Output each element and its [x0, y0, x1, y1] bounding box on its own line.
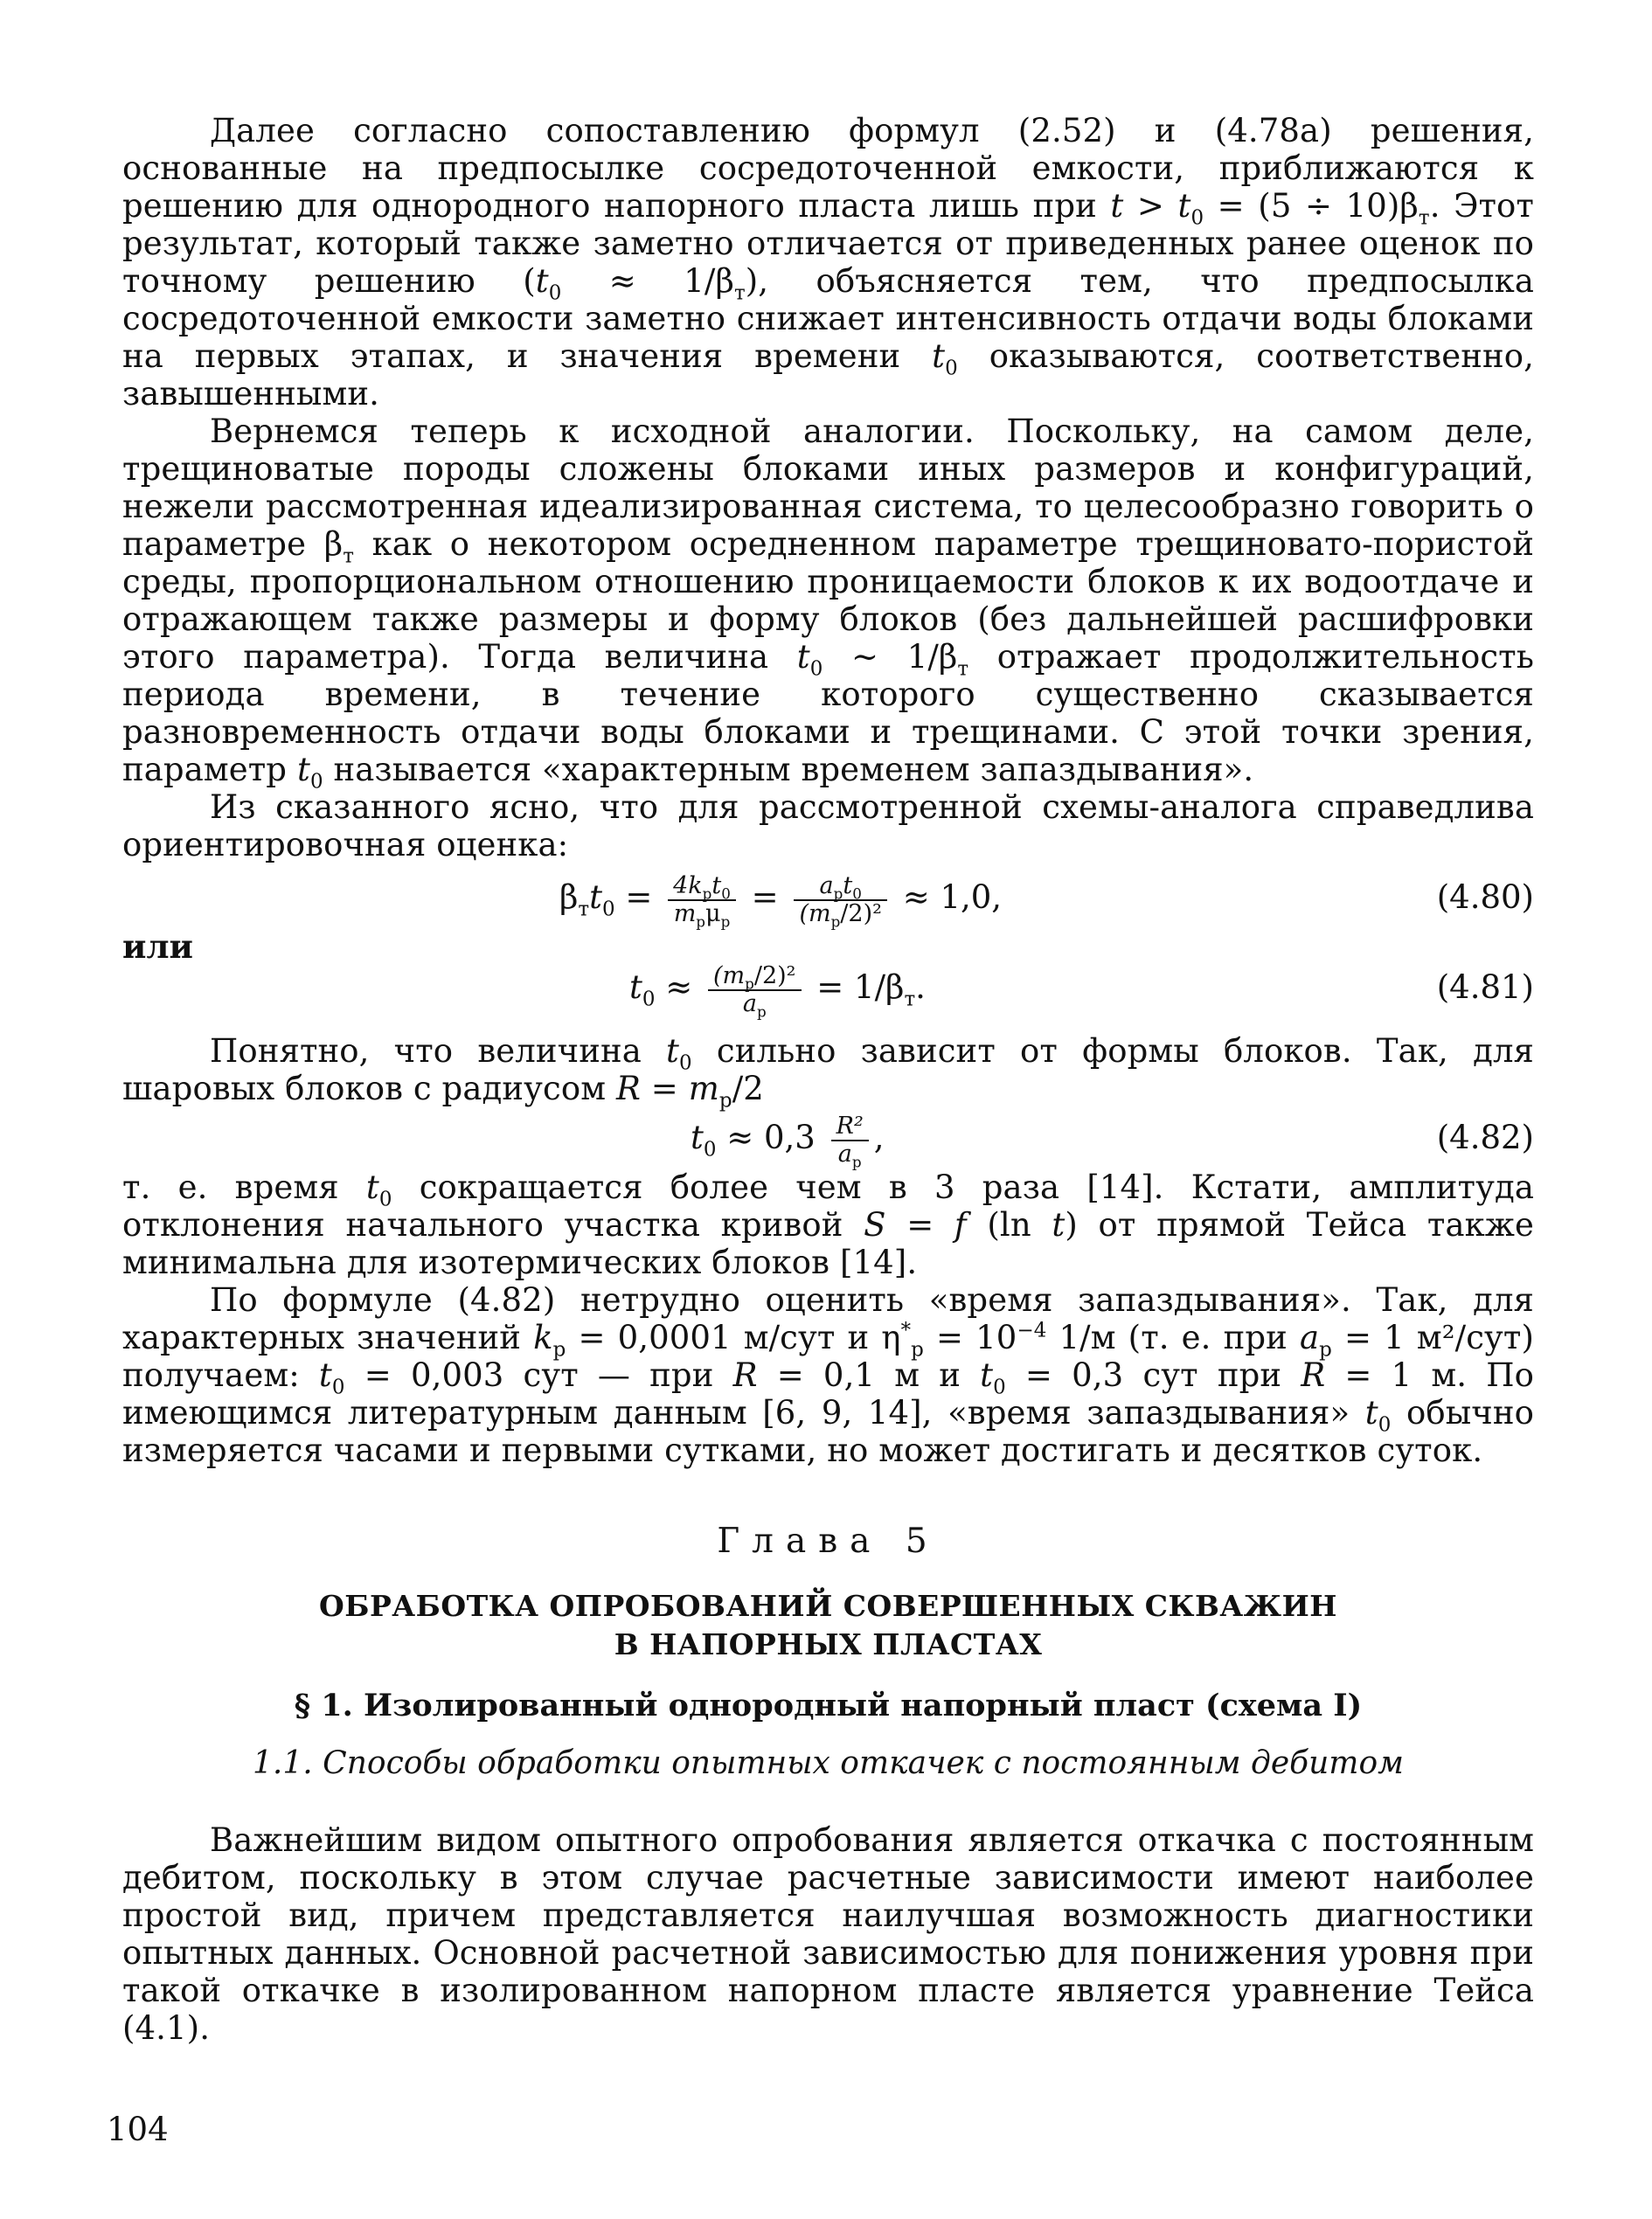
section-heading: § 1. Изолированный однородный напорный пласт (схема I)	[294, 1688, 1363, 1723]
equation-4-80: $\beta_тt_0$ = $\frac{4k_рt_0}{m_р\mu_р}$ = $\frac{a_рt_0}{(m_р/2)^2}$ ≈ 1,0, (4.80)	[122, 867, 1534, 928]
fraction-a-t0: $\frac{a_рt_0}{(m_р/2)^2}$	[794, 873, 887, 927]
subsection-heading: 1.1. Способы обработки опытных откачек с постоянным дебитом	[253, 1745, 1404, 1781]
paragraph-4: Понятно, что величина $t_0$ сильно зависит от формы блоков. Так, для шаровых блоков с радиусом $R = m_р/2$	[122, 1032, 1534, 1113]
page-body	[122, 112, 1534, 2047]
fraction-m-half-sq: $\frac{(m_р/2)^2}{a_р}$	[708, 963, 802, 1017]
equation-number: (4.82)	[1436, 1119, 1534, 1156]
fraction-4k-t0: $\frac{4k_рt_0}{m_р\mu_р}$	[668, 873, 736, 927]
fraction-r-sq: $\frac{\text{R²}}{a_р}$	[831, 1113, 869, 1168]
chapter-label: Глава 5	[717, 1522, 940, 1561]
paragraph-7: Важнейшим видом опытного опробования является откачка с постоянным дебитом, поскольку в этом случае расчетные зависимости имеют наиболее простой вид, причем представляется наилучшая возможность диагностики опытных данных. Основной расчетной зависимостью для понижения уровня при такой откачке в изолированном напорном пласте является уравнение Тейса (4.1).	[122, 1821, 1534, 2047]
equation-4-81: $t_0$ ≈ $\frac{(m_р/2)^2}{a_р}$ = $1/\beta_т$. (4.81)	[122, 957, 1534, 1018]
paragraph-5: т. е. время $t_0$ сокращается более чем в 3 раза [14]. Кстати, амплитуда отклонения начального участка кривой S = f (ln t) от прямой Тейса также минимальна для изотермических блоков [14].	[122, 1168, 1534, 1281]
equation-number: (4.81)	[1436, 968, 1534, 1006]
paragraph-3: Из сказанного ясно, что для рассмотренной схемы-аналога справедлива ориентировочная оценка:	[122, 788, 1534, 863]
paragraph-1: Далее согласно сопоставлению формул (2.52) и (4.78а) решения, основанные на предпосылке сосредоточенной емкости, приближаются к решению для однородного напорного пласта лишь при $t > t_0 = (5 \div 10)\beta_т$. Этот результат, который также заметно отличается от приведенных ранее оценок по точному решению $(t_0 \approx 1/\beta_т)$, объясняется тем, что предпосылка сосредоточенной емкости заметно снижает интенсивность отдачи воды блоками на первых этапах, и значения времени $t_0$ оказываются, соответственно, завышенными.	[122, 112, 1535, 413]
page-number: 104	[107, 2111, 169, 2148]
word-or: или	[122, 927, 193, 966]
paragraph-6: По формуле (4.82) нетрудно оценить «время запаздывания». Так, для характерных значений $k_р = 0,0001$ м/сут и $\eta^*_р = 10^{-4}$ 1/м (т. е. при $a_р = 1$ м²/сут) получаем: $t_0 = 0,003$ сут — при R = 0,1 м и $t_0 = 0,3$ сут при R = 1 м. По имеющимся литературным данным [6, 9, 14], «время запаздывания» $t_0$ обычно измеряется часами и первыми сутками, но может достигать и десятков суток.	[122, 1281, 1535, 1469]
chapter-title: ОБРАБОТКА ОПРОБОВАНИЙ СОВЕРШЕННЫХ СКВАЖИН В НАПОРНЫХ ПЛАСТАХ	[319, 1589, 1337, 1661]
paragraph-2: Вернемся теперь к исходной аналогии. Поскольку, на самом деле, трещиноватые породы сложены блоками иных размеров и конфигураций, нежели рассмотренная идеализированная система, то целесообразно говорить о параметре $\beta_т$ как о некотором осредненном параметре трещиновато-пористой среды, пропорциональном отношению проницаемости блоков к их водоотдаче и отражающем также размеры и форму блоков (без дальнейшей расшифровки этого параметра). Тогда величина $t_0$ ~ $1/\beta_т$ отражает продолжительность периода времени, в течение которого существенно сказывается разновременность отдачи воды блоками и трещинами. С этой точки зрения, параметр $t_0$ называется «характерным временем запаздывания».	[122, 413, 1534, 794]
equation-number: (4.80)	[1436, 878, 1534, 916]
equation-4-82: $t_0 \approx 0,3$ $\frac{\text{R²}}{a_р}$ , (4.82)	[122, 1107, 1534, 1168]
